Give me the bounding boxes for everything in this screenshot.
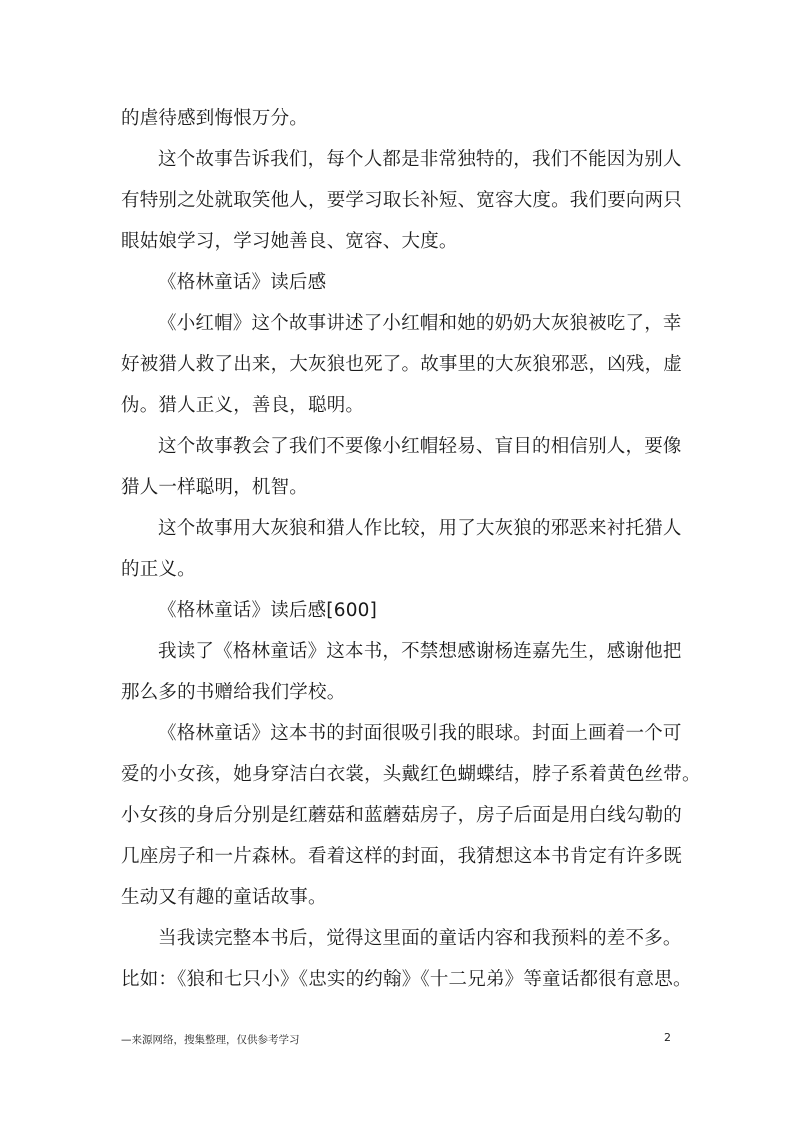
text-line: 这个故事教会了我们不要像小红帽轻易、盲目的相信别人，要像 xyxy=(158,436,682,457)
text-line: 那么多的书赠给我们学校。 xyxy=(121,682,346,703)
text-line: 伪。猎人正义，善良，聪明。 xyxy=(121,395,365,416)
text-line: 猎人一样聪明，机智。 xyxy=(121,477,309,498)
text-line: 《格林童话》这本书的封面很吸引我的眼球。封面上画着一个可 xyxy=(158,723,682,744)
footer-source-note: —来源网络，搜集整理，仅供参考学习 xyxy=(121,1034,300,1046)
text-line: 的虐待感到悔恨万分。 xyxy=(121,108,309,129)
text-line: 比如：《狼和七只小》《忠实的约翰》《十二兄弟》等童话都很有意思。 xyxy=(121,969,692,990)
text-line: 《小红帽》这个故事讲述了小红帽和她的奶奶大灰狼被吃了，幸 xyxy=(158,313,682,334)
text-line: 我读了《格林童话》这本书，不禁想感谢杨连嘉先生，感谢他把 xyxy=(158,641,682,662)
text-line: 当我读完整本书后，觉得这里面的童话内容和我预料的差不多。 xyxy=(158,928,682,949)
text-line: 爱的小女孩，她身穿洁白衣裳，头戴红色蝴蝶结，脖子系着黄色丝带。 xyxy=(121,764,701,785)
document-body xyxy=(121,98,701,1000)
text-line: 生动又有趣的童话故事。 xyxy=(121,887,327,908)
text-line: 这个故事告诉我们，每个人都是非常独特的，我们不能因为别人 xyxy=(158,149,682,170)
text-line: 几座房子和一片森林。看着这样的封面，我猜想这本书肯定有许多既 xyxy=(121,846,683,867)
text-line: 好被猎人救了出来，大灰狼也死了。故事里的大灰狼邪恶，凶残，虚 xyxy=(121,354,683,375)
section-heading: 《格林童话》读后感 xyxy=(158,272,327,293)
text-line: 这个故事用大灰狼和猎人作比较，用了大灰狼的邪恶来衬托猎人 xyxy=(158,518,682,539)
text-line: 小女孩的身后分别是红蘑菇和蓝蘑菇房子，房子后面是用白线勾勒的 xyxy=(121,805,683,826)
text-line: 眼姑娘学习，学习她善良、宽容、大度。 xyxy=(121,231,458,252)
section-heading: 《格林童话》读后感[600] xyxy=(158,600,378,621)
text-line: 的正义。 xyxy=(121,559,196,580)
text-line: 有特别之处就取笑他人，要学习取长补短、宽容大度。我们要向两只 xyxy=(121,190,683,211)
page-number: 2 xyxy=(664,1031,671,1044)
